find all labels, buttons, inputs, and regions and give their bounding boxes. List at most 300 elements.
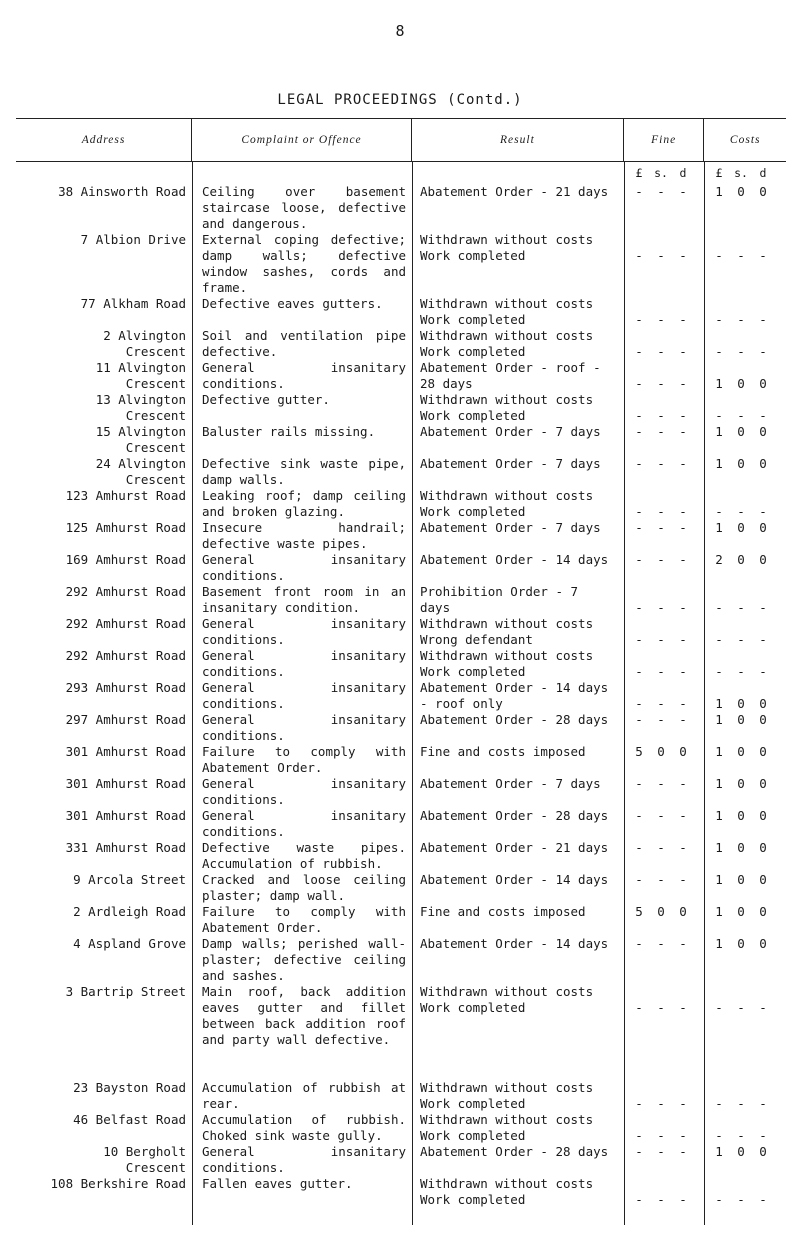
result-line: Withdrawn without costs	[420, 392, 594, 407]
costs-amount: 0	[737, 808, 745, 823]
result-line: Withdrawn without costs	[420, 296, 594, 311]
costs-amount: -	[715, 632, 723, 647]
address-line: Crescent	[125, 1160, 186, 1175]
address-cell	[16, 616, 186, 632]
costs-amount: -	[737, 1128, 745, 1143]
result-cell	[420, 936, 618, 952]
address-cell	[16, 1112, 186, 1128]
address-line: 9 Arcola Street	[73, 872, 186, 887]
costs-cell	[708, 600, 774, 616]
fine-cell	[628, 1192, 694, 1208]
page-title: LEGAL PROCEEDINGS (Contd.)	[277, 92, 523, 108]
costs-amount: 0	[737, 840, 745, 855]
fine-amount: -	[635, 248, 643, 263]
costs-amount: -	[715, 1000, 723, 1015]
costs-cell	[708, 184, 774, 200]
result-line: Work completed	[420, 664, 526, 679]
complaint-cell: General insanitary conditions.	[202, 680, 406, 711]
result-line: Work completed	[420, 504, 526, 519]
fine-amount: -	[635, 408, 643, 423]
costs-amount: 1	[715, 456, 723, 471]
address-line: Crescent	[125, 440, 186, 455]
costs-cell	[708, 744, 774, 760]
costs-amount: 0	[759, 744, 767, 759]
complaint-cell: General insanitary conditions.	[202, 808, 406, 839]
result-cell	[420, 840, 618, 856]
fine-amount: 5	[635, 904, 643, 919]
result-line: days	[420, 600, 451, 615]
complaint-cell: Failure to comply with Abatement Order.	[202, 904, 406, 935]
result-cell	[420, 872, 618, 888]
fine-amount: -	[679, 520, 687, 535]
complaint-cell: Cracked and loose ceiling plaster; damp wall.	[202, 872, 406, 903]
complaint-cell: Defective sink waste pipe, damp walls.	[202, 456, 406, 487]
result-cell	[420, 584, 618, 616]
costs-amount: 0	[737, 456, 745, 471]
fine-amount: -	[635, 552, 643, 567]
table-header	[16, 118, 786, 162]
complaint-cell: General insanitary conditions.	[202, 776, 406, 807]
result-line: Abatement Order - 7 days	[420, 456, 601, 471]
result-cell	[420, 296, 618, 328]
result-line: - roof only	[420, 696, 503, 711]
fine-cell	[628, 744, 694, 760]
result-cell	[420, 1080, 618, 1112]
costs-amount: 1	[715, 376, 723, 391]
costs-cell	[708, 936, 774, 952]
fine-amount: -	[657, 504, 665, 519]
address-line: 125 Amhurst Road	[65, 520, 186, 535]
result-line: Work completed	[420, 1000, 526, 1015]
fine-amount: -	[635, 936, 643, 951]
costs-amount: 1	[715, 936, 723, 951]
complaint-cell: Baluster rails missing.	[202, 424, 376, 439]
fine-amount: -	[679, 872, 687, 887]
address-cell	[16, 936, 186, 952]
address-line: 38 Ainsworth Road	[58, 184, 186, 199]
header-complaint: Complaint or Offence	[191, 119, 411, 161]
fine-amount: -	[679, 1192, 687, 1207]
fine-amount: -	[635, 1144, 643, 1159]
costs-amount: -	[737, 1096, 745, 1111]
address-line: 301 Amhurst Road	[65, 776, 186, 791]
costs-amount: -	[715, 664, 723, 679]
costs-amount: -	[715, 408, 723, 423]
complaint-cell: Ceiling over basement staircase loose, defective and dangerous.	[202, 184, 406, 231]
address-line: Crescent	[125, 472, 186, 487]
costs-amount: 0	[759, 904, 767, 919]
fine-amount: -	[657, 664, 665, 679]
fine-amount: -	[635, 840, 643, 855]
address-cell	[16, 904, 186, 920]
costs-amount: -	[759, 1192, 767, 1207]
complaint-cell: Defective waste pipes. Accumulation of rubbish.	[202, 840, 406, 871]
costs-amount: 1	[715, 808, 723, 823]
column-divider	[412, 162, 413, 1225]
address-line: 13 Alvington	[95, 392, 186, 407]
costs-amount: 0	[759, 456, 767, 471]
costs-amount: 1	[715, 1144, 723, 1159]
costs-cell	[708, 904, 774, 920]
fine-amount: -	[657, 408, 665, 423]
address-line: 293 Amhurst Road	[65, 680, 186, 695]
result-line: Abatement Order - 21 days	[420, 184, 609, 199]
costs-cell	[708, 664, 774, 680]
costs-amount: -	[737, 664, 745, 679]
address-line: 77 Alkham Road	[80, 296, 186, 311]
complaint-cell: Accumulation of rubbish at rear.	[202, 1080, 406, 1111]
complaint-cell: Defective gutter.	[202, 392, 330, 407]
fine-amount: -	[679, 712, 687, 727]
fine-amount: -	[635, 664, 643, 679]
complaint-cell: Damp walls; perished wall-plaster; defective ceiling and sashes.	[202, 936, 406, 983]
address-line: Crescent	[125, 408, 186, 423]
complaint-cell: General insanitary conditions.	[202, 712, 406, 743]
costs-amount: -	[715, 344, 723, 359]
address-line: 123 Amhurst Road	[65, 488, 186, 503]
costs-cell	[708, 1192, 774, 1208]
fine-cell	[628, 664, 694, 680]
fine-amount: 0	[657, 904, 665, 919]
costs-cell	[708, 504, 774, 520]
fine-amount: -	[657, 872, 665, 887]
fine-amount: -	[679, 376, 687, 391]
unit-pence: d	[679, 166, 687, 180]
address-cell	[16, 872, 186, 888]
result-line: Withdrawn without costs	[420, 1176, 594, 1191]
costs-amount: -	[737, 312, 745, 327]
costs-amount: -	[759, 344, 767, 359]
fine-amount: 5	[635, 744, 643, 759]
costs-cell	[708, 712, 774, 728]
fine-cell	[628, 808, 694, 824]
result-cell	[420, 360, 618, 392]
result-cell	[420, 488, 618, 520]
costs-amount: 1	[715, 744, 723, 759]
address-line: 108 Berkshire Road	[50, 1176, 186, 1191]
fine-amount: -	[657, 552, 665, 567]
complaint-cell: Basement front room in an insanitary condition.	[202, 584, 406, 615]
costs-amount: 0	[737, 424, 745, 439]
column-divider	[192, 162, 193, 1225]
result-cell	[420, 456, 618, 472]
fine-amount: -	[679, 1096, 687, 1111]
column-divider	[704, 162, 705, 1225]
result-line: Wrong defendant	[420, 632, 533, 647]
fine-amount: -	[657, 424, 665, 439]
fine-cell	[628, 904, 694, 920]
costs-cell	[708, 520, 774, 536]
fine-cell	[628, 376, 694, 392]
complaint-cell: Insecure handrail; defective waste pipes.	[202, 520, 406, 551]
fine-amount: -	[657, 1096, 665, 1111]
fine-amount: -	[635, 808, 643, 823]
costs-amount: 1	[715, 696, 723, 711]
costs-amount: -	[759, 632, 767, 647]
result-line: Abatement Order - 28 days	[420, 712, 609, 727]
result-cell	[420, 616, 618, 648]
costs-cell	[708, 1128, 774, 1144]
fine-cell	[628, 552, 694, 568]
result-line: Abatement Order - 14 days	[420, 552, 609, 567]
fine-amount: -	[657, 808, 665, 823]
costs-amount: -	[715, 1192, 723, 1207]
fine-amount: -	[657, 1000, 665, 1015]
address-line: 169 Amhurst Road	[65, 552, 186, 567]
result-line: Work completed	[420, 1192, 526, 1207]
fine-amount: -	[657, 776, 665, 791]
result-cell	[420, 328, 618, 360]
fine-amount: -	[657, 840, 665, 855]
fine-amount: -	[635, 776, 643, 791]
costs-cell	[708, 776, 774, 792]
costs-amount: 0	[759, 424, 767, 439]
address-cell	[16, 808, 186, 824]
fine-cell	[628, 776, 694, 792]
address-line: 301 Amhurst Road	[65, 744, 186, 759]
costs-amount: -	[715, 600, 723, 615]
fine-amount: -	[679, 600, 687, 615]
address-line: 3 Bartrip Street	[65, 984, 186, 999]
fine-amount: -	[679, 1144, 687, 1159]
result-line: Abatement Order - 28 days	[420, 808, 609, 823]
costs-amount: 0	[737, 872, 745, 887]
address-cell	[16, 984, 186, 1000]
address-cell	[16, 648, 186, 664]
address-cell	[16, 1144, 186, 1176]
result-line: Withdrawn without costs	[420, 232, 594, 247]
result-line: Withdrawn without costs	[420, 1080, 594, 1095]
address-cell	[16, 1080, 186, 1096]
costs-cell	[708, 552, 774, 568]
result-line: Withdrawn without costs	[420, 984, 594, 999]
address-line: 2 Ardleigh Road	[73, 904, 186, 919]
costs-amount: -	[737, 344, 745, 359]
fine-amount: -	[635, 504, 643, 519]
fine-amount: -	[679, 840, 687, 855]
fine-amount: -	[679, 936, 687, 951]
result-line: Work completed	[420, 344, 526, 359]
fine-amount: -	[657, 248, 665, 263]
fine-amount: -	[635, 632, 643, 647]
unit-pounds: £	[715, 166, 723, 180]
result-line: Abatement Order - 21 days	[420, 840, 609, 855]
costs-amount: 0	[759, 776, 767, 791]
costs-amount: -	[737, 600, 745, 615]
result-cell	[420, 808, 618, 824]
unit-shillings: s.	[654, 166, 668, 180]
result-cell	[420, 232, 618, 264]
costs-cell	[708, 456, 774, 472]
costs-amount: 0	[759, 376, 767, 391]
result-line: Abatement Order - roof -	[420, 360, 601, 375]
result-cell	[420, 424, 618, 440]
fine-amount: -	[679, 1128, 687, 1143]
fine-cell	[628, 456, 694, 472]
address-line: 11 Alvington	[95, 360, 186, 375]
fine-amount: -	[635, 1192, 643, 1207]
fine-amount: -	[679, 184, 687, 199]
costs-amount: 2	[715, 552, 723, 567]
fine-cell	[628, 520, 694, 536]
address-line: 292 Amhurst Road	[65, 648, 186, 663]
costs-amount: 1	[715, 424, 723, 439]
result-line: Withdrawn without costs	[420, 328, 594, 343]
address-line: 15 Alvington	[95, 424, 186, 439]
costs-amount: -	[715, 248, 723, 263]
fine-amount: -	[635, 1000, 643, 1015]
result-line: Fine and costs imposed	[420, 904, 586, 919]
costs-amount: 0	[759, 840, 767, 855]
fine-cell	[628, 312, 694, 328]
fine-amount: -	[657, 1128, 665, 1143]
fine-amount: -	[635, 312, 643, 327]
complaint-cell: General insanitary conditions.	[202, 1144, 406, 1175]
fine-amount: -	[657, 696, 665, 711]
result-line: Fine and costs imposed	[420, 744, 586, 759]
address-cell	[16, 840, 186, 856]
page-number: 8	[395, 22, 405, 40]
fine-amount: -	[679, 424, 687, 439]
fine-amount: -	[635, 456, 643, 471]
costs-amount: -	[759, 248, 767, 263]
result-line: Work completed	[420, 312, 526, 327]
complaint-cell: Soil and ventilation pipe defective.	[202, 328, 406, 359]
header-result: Result	[411, 119, 623, 161]
costs-amount: 1	[715, 776, 723, 791]
fine-amount: -	[657, 456, 665, 471]
costs-amount: 0	[759, 808, 767, 823]
fine-amount: -	[657, 1144, 665, 1159]
costs-amount: -	[759, 408, 767, 423]
fine-amount: -	[657, 312, 665, 327]
complaint-cell: General insanitary conditions.	[202, 616, 406, 647]
costs-amount: -	[715, 1096, 723, 1111]
fine-amount: -	[657, 344, 665, 359]
costs-amount: -	[737, 504, 745, 519]
costs-amount: 0	[737, 1144, 745, 1159]
address-cell	[16, 232, 186, 248]
fine-amount: -	[679, 456, 687, 471]
costs-amount: -	[759, 312, 767, 327]
costs-amount: 0	[737, 184, 745, 199]
header-address: Address	[81, 134, 126, 146]
result-cell	[420, 392, 618, 424]
address-line: 4 Aspland Grove	[73, 936, 186, 951]
costs-amount: 0	[759, 520, 767, 535]
result-cell	[420, 552, 618, 568]
address-cell	[16, 552, 186, 568]
costs-amount: 0	[759, 936, 767, 951]
costs-amount: -	[737, 248, 745, 263]
complaint-cell: Defective eaves gutters.	[202, 296, 383, 311]
fine-amount: -	[635, 424, 643, 439]
costs-amount: 0	[737, 552, 745, 567]
fine-cell	[628, 696, 694, 712]
fine-amount: -	[679, 696, 687, 711]
result-line: Prohibition Order - 7	[420, 584, 579, 599]
fine-amount: -	[657, 712, 665, 727]
address-line: 46 Belfast Road	[73, 1112, 186, 1127]
result-cell	[420, 744, 618, 760]
result-line: Abatement Order - 7 days	[420, 776, 601, 791]
fine-amount: -	[679, 344, 687, 359]
address-line: 7 Albion Drive	[80, 232, 186, 247]
costs-amount: -	[759, 1000, 767, 1015]
fine-amount: -	[657, 520, 665, 535]
costs-cell	[708, 408, 774, 424]
address-cell	[16, 1176, 186, 1192]
address-cell	[16, 712, 186, 728]
costs-amount: -	[737, 1000, 745, 1015]
costs-amount: 1	[715, 872, 723, 887]
result-cell	[420, 680, 618, 712]
result-cell	[420, 712, 618, 728]
costs-amount: 0	[759, 696, 767, 711]
fine-amount: -	[635, 184, 643, 199]
result-cell	[420, 184, 618, 200]
result-cell	[420, 520, 618, 536]
result-cell	[420, 648, 618, 680]
costs-amount: 1	[715, 904, 723, 919]
fine-amount: -	[679, 776, 687, 791]
costs-amount: -	[737, 632, 745, 647]
costs-amount: 0	[737, 904, 745, 919]
fine-cell	[628, 1000, 694, 1016]
address-cell	[16, 456, 186, 488]
costs-amount: 0	[737, 712, 745, 727]
fine-cell	[628, 600, 694, 616]
costs-cell	[708, 344, 774, 360]
costs-amount: 1	[715, 184, 723, 199]
result-line: Work completed	[420, 1128, 526, 1143]
fine-amount: -	[657, 184, 665, 199]
complaint-cell: Main roof, back addition eaves gutter and fillet between back addition roof and party wall defective.	[202, 984, 406, 1047]
address-line: 292 Amhurst Road	[65, 616, 186, 631]
complaint-cell: Fallen eaves gutter.	[202, 1176, 353, 1191]
costs-cell	[708, 248, 774, 264]
fine-amount: -	[657, 376, 665, 391]
costs-amount: -	[759, 1128, 767, 1143]
fine-amount: -	[679, 248, 687, 263]
unit-shillings: s.	[734, 166, 748, 180]
result-line: Abatement Order - 28 days	[420, 1144, 609, 1159]
fine-cell	[628, 1096, 694, 1112]
costs-amount: 0	[737, 696, 745, 711]
costs-amount: -	[759, 664, 767, 679]
fine-amount: -	[635, 712, 643, 727]
costs-cell	[708, 376, 774, 392]
result-line: Abatement Order - 14 days	[420, 680, 609, 695]
address-cell	[16, 328, 186, 360]
fine-units	[628, 166, 694, 180]
fine-amount: -	[679, 408, 687, 423]
result-line: Abatement Order - 7 days	[420, 520, 601, 535]
complaint-cell: General insanitary conditions.	[202, 360, 406, 391]
fine-cell	[628, 424, 694, 440]
address-cell	[16, 360, 186, 392]
result-line: 28 days	[420, 376, 473, 391]
fine-amount: 0	[679, 904, 687, 919]
fine-amount: -	[635, 1096, 643, 1111]
address-line: 10 Bergholt	[103, 1144, 186, 1159]
result-line: Abatement Order - 7 days	[420, 424, 601, 439]
fine-cell	[628, 712, 694, 728]
header-costs: Costs	[703, 119, 786, 161]
complaint-cell: General insanitary conditions.	[202, 648, 406, 679]
fine-cell	[628, 408, 694, 424]
costs-amount: -	[715, 312, 723, 327]
